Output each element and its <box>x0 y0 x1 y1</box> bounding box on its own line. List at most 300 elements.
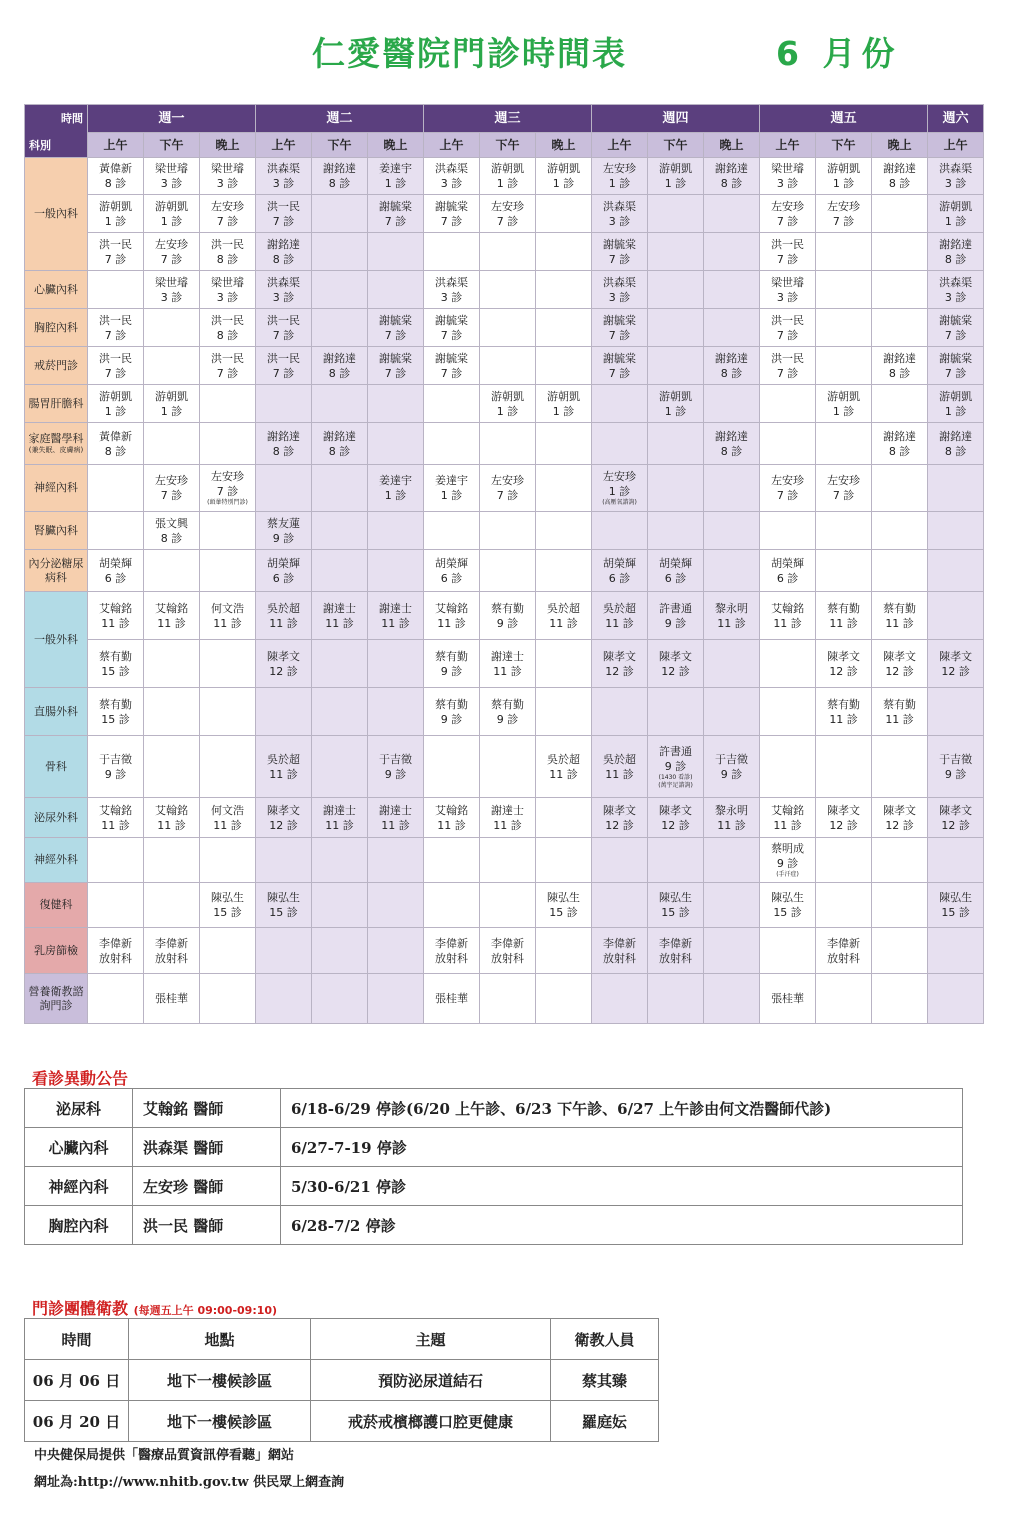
schedule-row <box>25 736 984 798</box>
schedule-cell <box>200 883 256 928</box>
schedule-cell <box>928 798 984 838</box>
schedule-cell <box>88 158 144 195</box>
schedule-cell <box>928 688 984 736</box>
doctor-name: 游朝凱 <box>827 162 861 175</box>
schedule-cell <box>872 592 928 640</box>
department-label <box>25 592 88 688</box>
schedule-cell <box>928 465 984 512</box>
schedule-cell <box>368 271 424 309</box>
department-label <box>25 465 88 512</box>
schedule-cell <box>816 688 872 736</box>
schedule-cell <box>312 512 368 550</box>
department-name: 神經內科 <box>34 481 78 494</box>
schedule-cell <box>368 688 424 736</box>
schedule-cell <box>424 838 480 883</box>
doctor-name: 陳孝文 <box>267 803 301 817</box>
session-header: 下午 <box>816 133 872 158</box>
announcement-note: 6/18-6/29 停診(6/20 上午診、6/23 下午診、6/27 上午診由何文浩醫師代診) <box>281 1089 963 1128</box>
schedule-cell <box>760 592 816 640</box>
schedule-cell <box>368 798 424 838</box>
clinic-room: 3 診 <box>944 177 967 190</box>
clinic-room: 7 診 <box>104 252 127 266</box>
announcement-note: 6/27-7-19 停診 <box>281 1128 963 1167</box>
education-date: 06 月 06 日 <box>25 1360 129 1401</box>
schedule-cell <box>816 928 872 974</box>
clinic-room: 12 診 <box>829 818 858 832</box>
schedule-cell <box>816 838 872 883</box>
schedule-cell <box>816 347 872 385</box>
schedule-cell <box>88 512 144 550</box>
doctor-name: 艾翰銘 <box>99 803 132 817</box>
education-header: 衛教人員 <box>551 1319 659 1360</box>
clinic-room: 8 診 <box>104 444 127 458</box>
schedule-cell <box>816 158 872 195</box>
session-header: 上午 <box>928 133 984 158</box>
clinic-room: 7 診 <box>944 366 967 380</box>
clinic-room: 12 診 <box>885 818 914 832</box>
schedule-cell <box>368 309 424 347</box>
doctor-name: 游朝凱 <box>939 389 973 403</box>
schedule-cell <box>592 838 648 883</box>
department-label <box>25 158 88 271</box>
schedule-cell <box>592 736 648 798</box>
doctor-name: 謝銘達 <box>267 237 301 251</box>
doctor-name: 謝毓棠 <box>603 351 637 365</box>
doctor-name: 洪一民 <box>267 313 301 327</box>
schedule-cell <box>480 928 536 974</box>
doctor-name: 梁世璿 <box>155 162 188 175</box>
schedule-cell <box>928 974 984 1024</box>
doctor-name: 李偉新 <box>435 936 469 950</box>
announcement-dept: 心臟內科 <box>25 1128 133 1167</box>
doctor-name: 游朝凱 <box>99 389 132 403</box>
day-header-row <box>25 105 984 133</box>
schedule-cell <box>368 838 424 883</box>
doctor-name: 游朝凱 <box>659 389 693 403</box>
clinic-room: 11 診 <box>101 616 130 630</box>
schedule-cell <box>368 385 424 423</box>
schedule-cell <box>200 385 256 423</box>
clinic-room: 11 診 <box>101 818 130 832</box>
department-label <box>25 928 88 974</box>
doctor-name: 陳孝文 <box>827 803 861 817</box>
clinic-room: 1 診 <box>552 404 575 418</box>
schedule-cell <box>928 158 984 195</box>
schedule-cell <box>144 974 200 1024</box>
clinic-room: 3 診 <box>216 290 239 304</box>
doctor-name: 洪森渠 <box>939 275 973 289</box>
day-header: 週三 <box>424 105 592 133</box>
doctor-name: 李偉新 <box>659 936 693 950</box>
schedule-cell <box>760 423 816 465</box>
schedule-cell <box>200 592 256 640</box>
schedule-row <box>25 798 984 838</box>
schedule-cell <box>648 195 704 233</box>
doctor-name: 謝銘達 <box>883 162 917 175</box>
clinic-room: 8 診 <box>216 328 239 342</box>
schedule-cell <box>200 798 256 838</box>
doctor-name: 謝毓棠 <box>435 351 469 365</box>
schedule-cell <box>760 385 816 423</box>
clinic-room: 6 診 <box>608 571 631 585</box>
clinic-room: 15 診 <box>101 712 130 726</box>
schedule-cell <box>424 423 480 465</box>
schedule-cell <box>144 688 200 736</box>
schedule-cell <box>872 838 928 883</box>
clinic-room: 7 診 <box>440 328 463 342</box>
schedule-cell <box>88 838 144 883</box>
schedule-row <box>25 271 984 309</box>
schedule-cell <box>816 883 872 928</box>
schedule-cell <box>480 798 536 838</box>
corner-dept-label: 科別 <box>29 139 51 152</box>
clinic-room: 11 診 <box>773 818 802 832</box>
schedule-cell <box>592 309 648 347</box>
schedule-cell <box>424 195 480 233</box>
clinic-note: (手汗症) <box>776 871 799 878</box>
clinic-room: 7 診 <box>944 328 967 342</box>
schedule-cell <box>928 233 984 271</box>
schedule-row <box>25 195 984 233</box>
doctor-name: 洪一民 <box>99 351 132 365</box>
schedule-cell <box>592 798 648 838</box>
schedule-cell <box>760 736 816 798</box>
schedule-cell <box>928 550 984 592</box>
schedule-cell <box>536 798 592 838</box>
clinic-room: 15 診 <box>941 906 970 919</box>
doctor-name: 艾翰銘 <box>435 601 469 615</box>
doctor-name: 游朝凱 <box>827 389 861 403</box>
schedule-cell <box>872 423 928 465</box>
schedule-cell <box>928 309 984 347</box>
department-name: 家庭醫學科 <box>28 432 84 445</box>
clinic-room: 3 診 <box>776 177 799 190</box>
clinic-room: 1 診 <box>384 177 407 190</box>
doctor-name: 洪一民 <box>99 313 132 327</box>
schedule-cell <box>536 550 592 592</box>
schedule-cell <box>536 838 592 883</box>
doctor-name: 胡榮輝 <box>603 556 637 570</box>
doctor-name: 洪森渠 <box>939 162 973 175</box>
schedule-cell <box>424 736 480 798</box>
clinic-room: 3 診 <box>272 177 295 190</box>
schedule-cell <box>592 512 648 550</box>
schedule-cell <box>872 309 928 347</box>
schedule-cell <box>200 195 256 233</box>
schedule-cell <box>480 838 536 883</box>
session-header: 晚上 <box>704 133 760 158</box>
schedule-cell <box>592 347 648 385</box>
schedule-cell <box>368 550 424 592</box>
announcement-doctor: 左安珍 醫師 <box>133 1167 281 1206</box>
schedule-cell <box>760 928 816 974</box>
clinic-room: 8 診 <box>272 252 295 266</box>
schedule-cell <box>480 309 536 347</box>
clinic-room: 8 診 <box>104 177 127 190</box>
schedule-cell <box>144 309 200 347</box>
schedule-cell <box>312 347 368 385</box>
schedule-cell <box>648 688 704 736</box>
schedule-cell <box>256 883 312 928</box>
clinic-room: 9 診 <box>496 712 519 726</box>
schedule-cell <box>816 640 872 688</box>
schedule-cell <box>816 592 872 640</box>
clinic-room: 6 診 <box>440 571 463 585</box>
doctor-name: 陳孝文 <box>659 803 693 817</box>
schedule-cell <box>704 347 760 385</box>
schedule-body <box>25 158 984 1024</box>
doctor-name: 謝銘達 <box>883 429 917 443</box>
doctor-name: 艾翰銘 <box>155 601 188 615</box>
schedule-cell <box>256 688 312 736</box>
clinic-room: 1 診 <box>440 489 463 502</box>
clinic-room: 9 診 <box>664 759 687 773</box>
doctor-name: 游朝凱 <box>491 162 525 175</box>
schedule-cell <box>200 347 256 385</box>
clinic-room: 15 診 <box>773 906 802 919</box>
doctor-name: 李偉新 <box>491 936 525 950</box>
clinic-room: 放射科 <box>155 951 188 965</box>
schedule-cell <box>368 195 424 233</box>
doctor-name: 洪一民 <box>771 237 805 251</box>
doctor-name: 左安珍 <box>771 474 805 487</box>
schedule-cell <box>256 309 312 347</box>
schedule-cell <box>88 385 144 423</box>
doctor-name: 于吉徵 <box>715 752 749 766</box>
doctor-name: 左安珍 <box>827 199 861 213</box>
doctor-name: 洪一民 <box>267 199 301 213</box>
corner-cell <box>25 105 88 158</box>
clinic-room: 9 診 <box>104 767 127 781</box>
clinic-room: 7 診 <box>272 328 295 342</box>
schedule-cell <box>760 640 816 688</box>
schedule-cell <box>648 512 704 550</box>
clinic-note: (高壓氧諮詢) <box>602 499 637 506</box>
doctor-name: 張桂華 <box>435 992 469 1005</box>
schedule-cell <box>312 974 368 1024</box>
schedule-cell <box>368 465 424 512</box>
doctor-name: 謝毓棠 <box>379 313 413 327</box>
doctor-name: 蔡有勤 <box>435 649 469 663</box>
footer-line-2: 網址為:http://www.nhitb.gov.tw 供民眾上網查詢 <box>34 1475 345 1490</box>
clinic-room: 1 診 <box>664 177 687 190</box>
schedule-cell <box>200 271 256 309</box>
schedule-cell <box>480 271 536 309</box>
announcement-row <box>25 1167 963 1206</box>
doctor-name: 洪一民 <box>211 237 244 251</box>
doctor-name: 陳孝文 <box>603 649 637 663</box>
clinic-room: 7 診 <box>104 328 127 342</box>
schedule-cell <box>368 736 424 798</box>
clinic-room: 9 診 <box>944 767 967 781</box>
schedule-cell <box>760 974 816 1024</box>
schedule-cell <box>200 974 256 1024</box>
schedule-cell <box>648 271 704 309</box>
clinic-room: 1 診 <box>160 214 183 228</box>
schedule-cell <box>704 883 760 928</box>
department-name: 營養衛教諮詢門診 <box>28 984 84 1012</box>
doctor-name: 謝銘達 <box>715 429 749 443</box>
schedule-cell <box>312 928 368 974</box>
department-name: 直腸外科 <box>34 704 78 718</box>
schedule-cell <box>816 195 872 233</box>
schedule-cell <box>928 640 984 688</box>
schedule-cell <box>480 640 536 688</box>
schedule-cell <box>200 465 256 512</box>
clinic-room: 11 診 <box>605 616 634 630</box>
doctor-name: 胡榮輝 <box>435 556 469 570</box>
education-title <box>32 1296 277 1319</box>
schedule-cell <box>704 309 760 347</box>
doctor-name: 梁世璿 <box>211 162 244 175</box>
clinic-room: 11 診 <box>213 818 242 832</box>
clinic-room: 7 診 <box>776 252 799 266</box>
schedule-cell <box>536 928 592 974</box>
schedule-cell <box>536 385 592 423</box>
doctor-name: 李偉新 <box>99 936 132 950</box>
clinic-room: 12 診 <box>661 664 690 678</box>
schedule-cell <box>256 736 312 798</box>
schedule-cell <box>816 736 872 798</box>
session-header: 下午 <box>480 133 536 158</box>
clinic-room: 12 診 <box>269 818 298 832</box>
doctor-name: 蔡有勤 <box>827 697 861 711</box>
schedule-cell <box>928 838 984 883</box>
department-label <box>25 736 88 798</box>
schedule-cell <box>648 423 704 465</box>
education-staff: 蔡其臻 <box>551 1360 659 1401</box>
clinic-room: 11 診 <box>325 818 354 832</box>
title-month: 6 月份 <box>776 34 901 73</box>
announcement-note: 5/30-6/21 停診 <box>281 1167 963 1206</box>
schedule-cell <box>928 271 984 309</box>
schedule-cell <box>144 158 200 195</box>
clinic-room: 7 診 <box>384 366 407 380</box>
schedule-cell <box>536 233 592 271</box>
schedule-cell <box>704 158 760 195</box>
clinic-room: 11 診 <box>381 818 410 832</box>
schedule-cell <box>592 233 648 271</box>
clinic-room: 6 診 <box>272 571 295 585</box>
session-header: 上午 <box>88 133 144 158</box>
clinic-room: 11 診 <box>885 616 914 630</box>
department-name: 神經外科 <box>34 853 78 866</box>
clinic-room: 3 診 <box>944 290 967 304</box>
education-topic: 戒菸戒檳榔護口腔更健康 <box>311 1401 551 1442</box>
clinic-room: 7 診 <box>608 252 631 266</box>
clinic-room: 9 診 <box>440 664 463 678</box>
schedule-row <box>25 688 984 736</box>
schedule-cell <box>480 195 536 233</box>
doctor-name: 謝毓棠 <box>379 351 413 365</box>
doctor-name: 洪一民 <box>211 351 244 365</box>
clinic-room: 7 診 <box>160 252 183 266</box>
schedule-cell <box>200 309 256 347</box>
schedule-cell <box>88 640 144 688</box>
schedule-cell <box>200 423 256 465</box>
clinic-room: 12 診 <box>605 818 634 832</box>
department-label <box>25 974 88 1024</box>
schedule-row <box>25 512 984 550</box>
schedule-cell <box>368 347 424 385</box>
schedule-cell <box>88 974 144 1024</box>
clinic-room: 8 診 <box>328 366 351 380</box>
schedule-cell <box>144 640 200 688</box>
clinic-room: 3 診 <box>160 290 183 304</box>
schedule-cell <box>648 158 704 195</box>
clinic-room: 7 診 <box>272 214 295 228</box>
doctor-name: 黃偉新 <box>99 429 132 443</box>
clinic-room: 3 診 <box>608 214 631 228</box>
doctor-name: 蔡有勤 <box>491 601 525 615</box>
schedule-cell <box>312 592 368 640</box>
clinic-room: 9 診 <box>720 767 743 781</box>
clinic-room: 7 診 <box>272 366 295 380</box>
clinic-room: 放射科 <box>659 951 693 965</box>
schedule-cell <box>480 883 536 928</box>
schedule-cell <box>536 195 592 233</box>
schedule-cell <box>704 838 760 883</box>
schedule-cell <box>760 798 816 838</box>
schedule-cell <box>480 233 536 271</box>
doctor-name: 陳孝文 <box>883 649 917 663</box>
clinic-room: 9 診 <box>496 616 519 630</box>
schedule-cell <box>88 592 144 640</box>
clinic-room: 11 診 <box>829 616 858 630</box>
doctor-name: 陳弘生 <box>659 891 693 904</box>
clinic-room: 11 診 <box>269 616 298 630</box>
doctor-name: 左安珍 <box>603 470 637 483</box>
schedule-cell <box>200 233 256 271</box>
doctor-name: 陳孝文 <box>827 649 861 663</box>
schedule-cell <box>872 465 928 512</box>
clinic-room: 1 診 <box>496 177 519 190</box>
clinic-room: 8 診 <box>160 531 183 545</box>
doctor-name: 謝銘達 <box>939 237 973 251</box>
doctor-name: 謝達士 <box>323 601 357 615</box>
schedule-cell <box>368 974 424 1024</box>
clinic-room: 11 診 <box>437 818 466 832</box>
schedule-cell <box>760 838 816 883</box>
schedule-cell <box>928 423 984 465</box>
clinic-room: 3 診 <box>440 290 463 304</box>
doctor-name: 謝毓棠 <box>939 351 973 365</box>
doctor-name: 謝銘達 <box>883 351 917 365</box>
schedule-cell <box>144 195 200 233</box>
schedule-row <box>25 883 984 928</box>
department-label <box>25 688 88 736</box>
schedule-cell <box>704 928 760 974</box>
doctor-name: 洪森渠 <box>435 162 469 175</box>
education-row <box>25 1401 659 1442</box>
schedule-cell <box>424 798 480 838</box>
doctor-name: 吳於超 <box>603 752 637 766</box>
clinic-room: 8 診 <box>944 444 967 458</box>
doctor-name: 謝銘達 <box>323 162 357 175</box>
schedule-row <box>25 928 984 974</box>
session-header: 上午 <box>760 133 816 158</box>
doctor-name: 于吉徵 <box>379 752 413 766</box>
schedule-cell <box>88 465 144 512</box>
schedule-cell <box>760 347 816 385</box>
schedule-cell <box>872 798 928 838</box>
clinic-room: 3 診 <box>608 290 631 304</box>
schedule-cell <box>480 512 536 550</box>
clinic-room: 11 診 <box>493 664 522 678</box>
schedule-cell <box>760 158 816 195</box>
clinic-room: 7 診 <box>832 489 855 502</box>
schedule-cell <box>424 688 480 736</box>
